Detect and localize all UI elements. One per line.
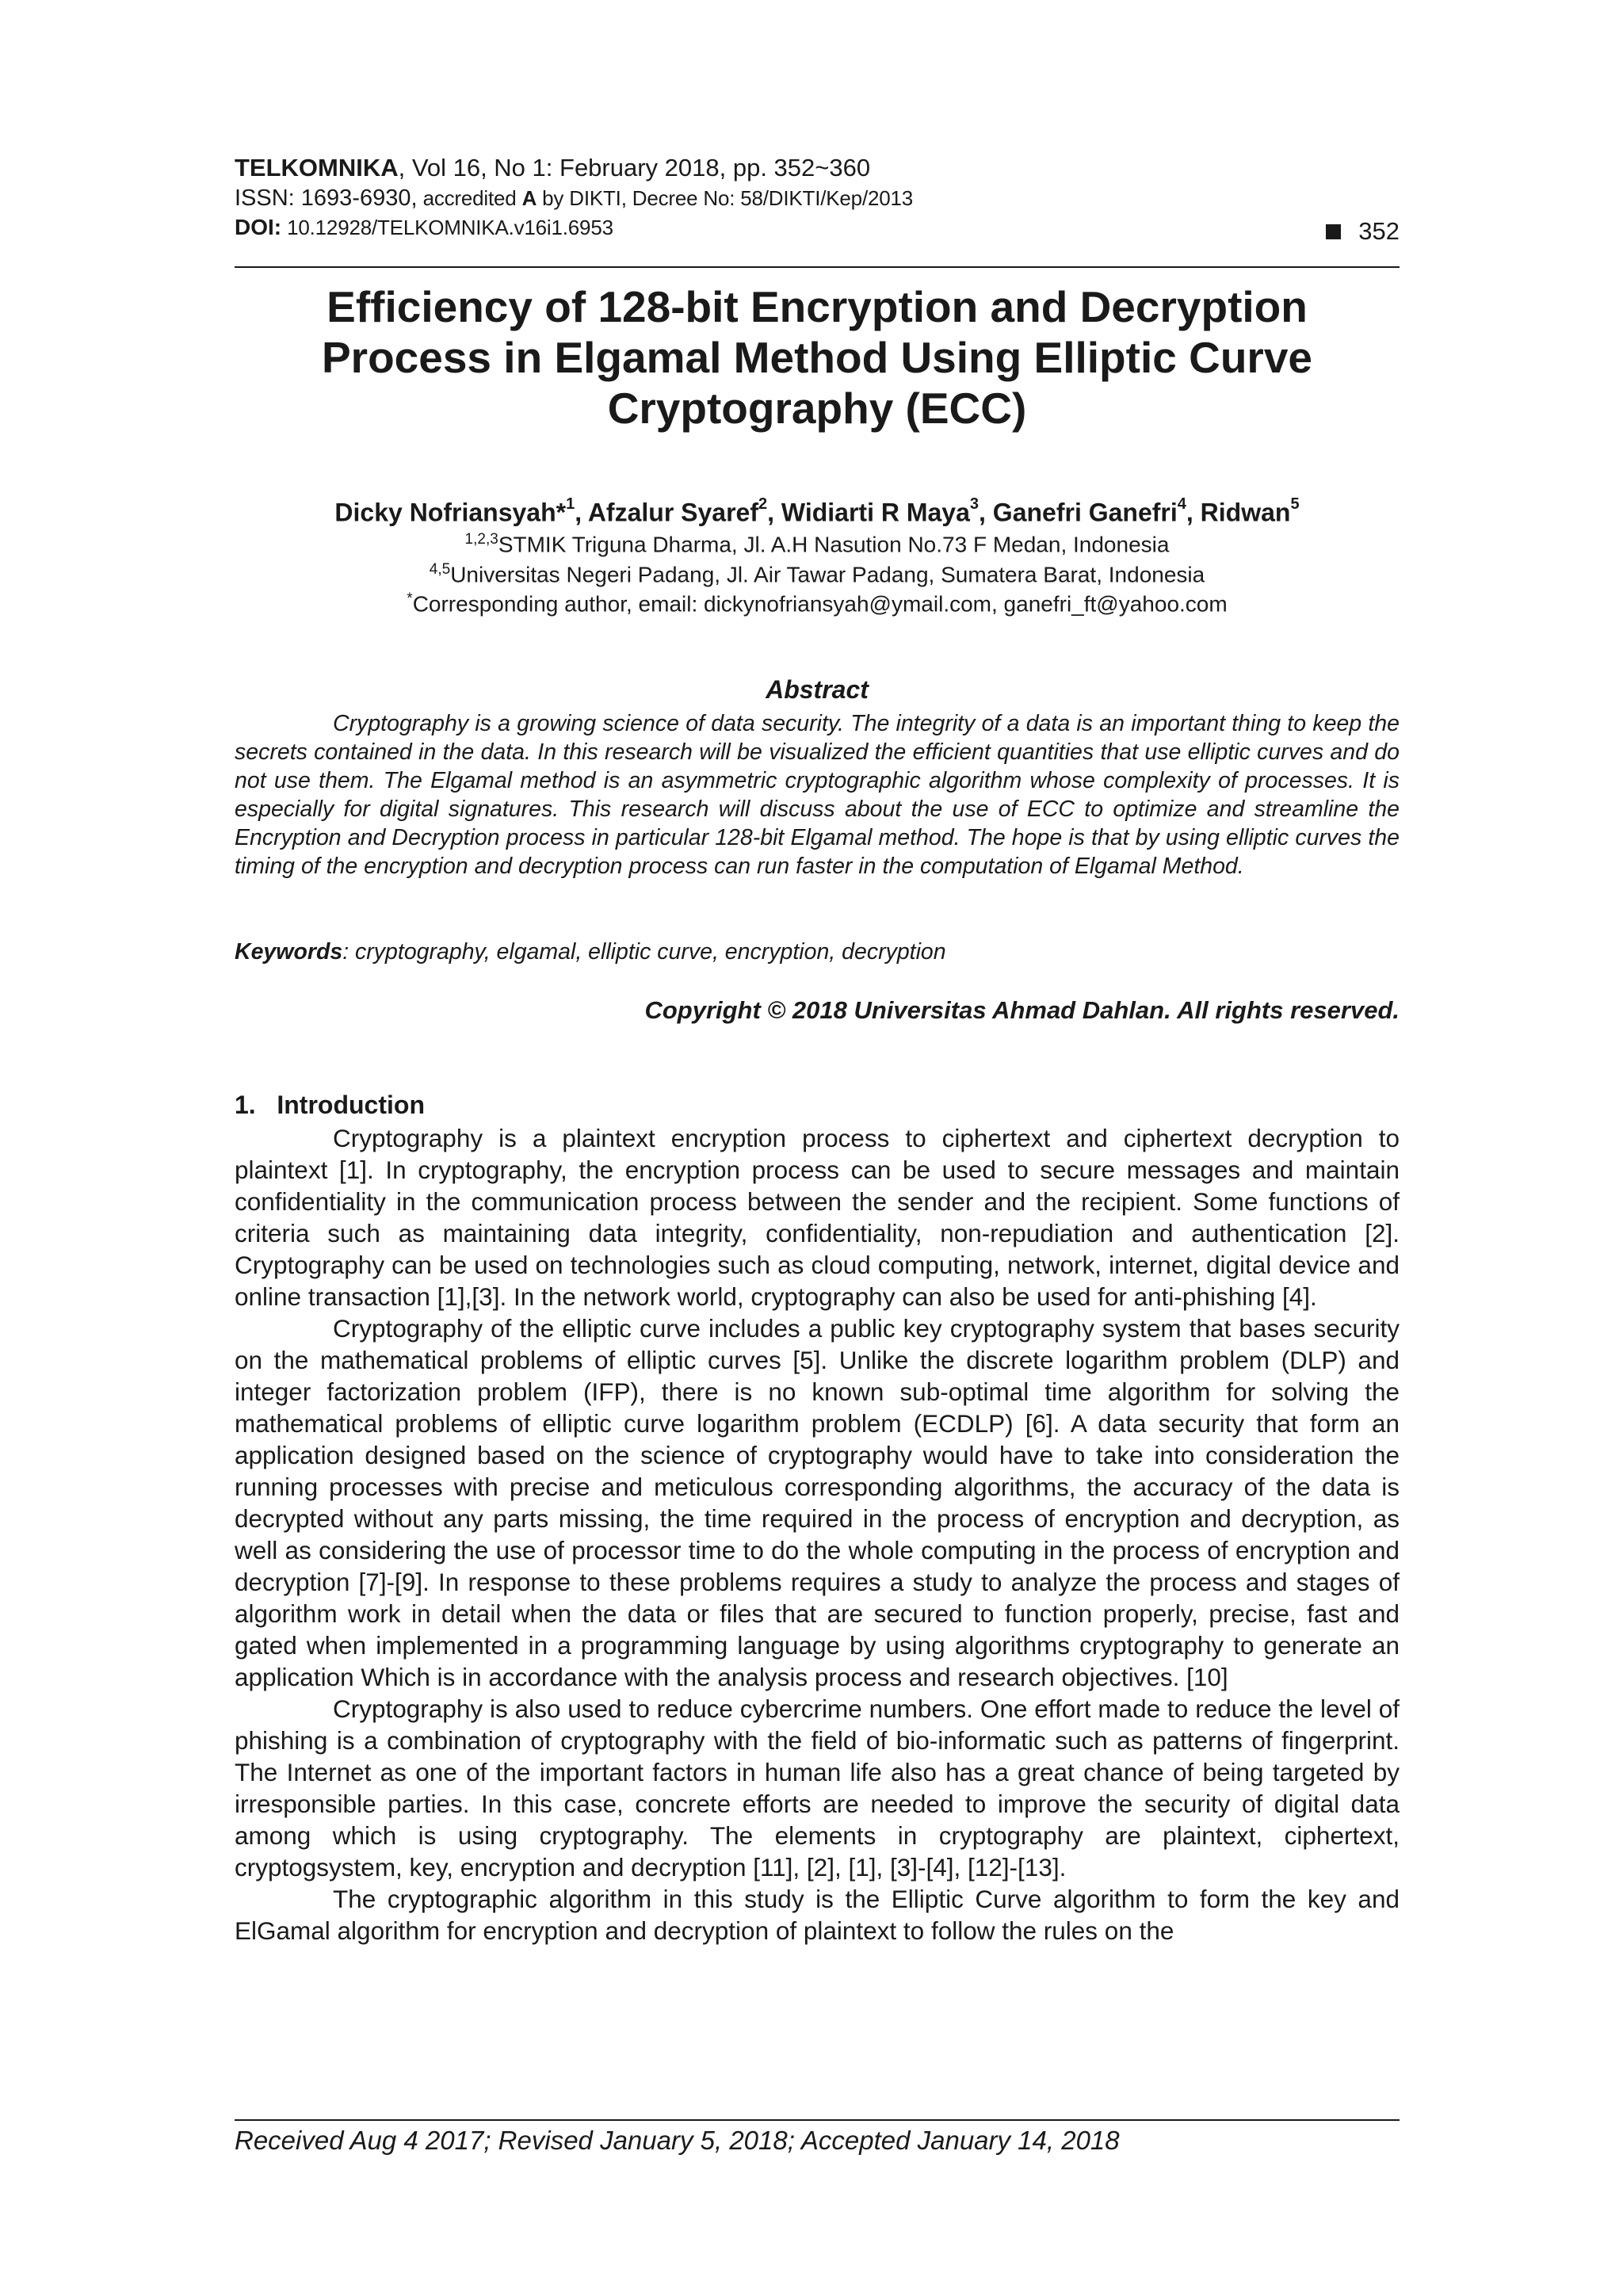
author-1-sup: 1: [566, 495, 575, 513]
keywords-label: Keywords: [235, 939, 343, 965]
author-3-sup: 3: [969, 495, 980, 513]
keywords: [235, 938, 1400, 966]
paragraph-3: Cryptography is also used to reduce cybercrime numbers. One effort made to reduce the level of phishing is a combination of cryptography with the field of bio-informatic such as patterns of fingerprint. The Internet as one of the important factors in human life also has a great chance of being targeted by irresponsible parties. In this case, concrete efforts are needed to improve the security of digital data among which is using cryptography. The elements in cryptography are plaintext, ciphertext, cryptogsystem, key, encryption and decryption [11], [2], [1], [3]-[4], [12]-[13].: [235, 1694, 1400, 1881]
paragraph-4: The cryptographic algorithm in this study is the Elliptic Curve algorithm to form the key and ElGamal algorithm for encryption and decryption of plaintext to follow the rules on the: [235, 1885, 1400, 1945]
title-line-3: Cryptography (ECC): [607, 384, 1027, 433]
doi-value: 10.12928/TELKOMNIKA.v16i1.6953: [281, 216, 613, 239]
abstract-heading: Abstract: [766, 675, 869, 704]
page-number: [1326, 217, 1400, 246]
title-line-1: Efficiency of 128-bit Encryption and Decryption: [327, 282, 1308, 331]
affiliation-2-sup: 4,5: [429, 561, 451, 578]
author-5-sup: 5: [1290, 495, 1300, 513]
affiliation-1-sup: 1,2,3: [464, 531, 498, 548]
affiliation-1-text: STMIK Triguna Dharma, Jl. A.H Nasution No.73 F Medan, Indonesia: [498, 532, 1170, 557]
page-number-text: 352: [1358, 217, 1400, 245]
doi-label: DOI:: [235, 215, 282, 239]
accredited-grade: A: [521, 186, 537, 210]
author-1: Dicky Nofriansyah*: [334, 498, 567, 527]
paragraph-2: Cryptography of the elliptic curve includes a public key cryptography system that bases security on the mathematical problems of elliptic curves [5]. Unlike the discrete logarithm problem (DLP) and integer factorization problem (IFP), there is no known sub-optimal time algorithm for solving the mathematical problems of elliptic curve logarithm problem (ECDLP) [6]. A data security that form an application designed based on the science of cryptography would have to take into consideration the running processes with precise and meticulous corresponding algorithms, the accuracy of the data is decrypted without any parts missing, the time required in the process of encryption and decryption, as well as considering the use of processor time to do the whole computing in the process of encryption and decryption [7]-[9]. In response to these problems requires a study to analyze the process and stages of algorithm work in detail when the data or files that are secured to function properly, precise, fast and gated when implemented in a programming language by using algorithms cryptography to generate an application Which is in accordance with the analysis process and research objectives. [10]: [235, 1314, 1400, 1691]
author-2-sup: 2: [758, 495, 768, 513]
author-list: [235, 491, 1400, 529]
section-title: 1. Introduction: [235, 1091, 425, 1119]
abstract-text: Cryptography is a growing science of data security. The integrity of a data is an important thing to keep the secrets contained in the data. In this research will be visualized the efficient quantities that use elliptic curves and do not use them. The Elgamal method is an asymmetric cryptographic algorithm whose complexity of processes. It is especially for digital signatures. This research will discuss about the use of ECC to optimize and streamline the Encryption and Decryption process in particular 128-bit Elgamal method. The hope is that by using elliptic curves the timing of the encryption and decryption process can run faster in the computation of Elgamal Method.: [235, 711, 1400, 879]
issn: ISSN: 1693-6930,: [235, 185, 418, 211]
received-dates: Received Aug 4 2017; Revised January 5, 2018; Accepted January 14, 2018: [235, 2126, 1120, 2155]
affiliation-2-text: Universitas Negeri Padang, Jl. Air Tawar Padang, Sumatera Barat, Indonesia: [450, 562, 1205, 587]
footer-rule: [235, 2119, 1400, 2121]
copyright-notice: Copyright © 2018 Universitas Ahmad Dahlan. All rights reserved.: [644, 996, 1400, 1024]
journal-name: TELKOMNIKA: [235, 154, 399, 181]
affiliation-2: [235, 556, 1400, 588]
keywords-text: : cryptography, elgamal, elliptic curve, encryption, decryption: [342, 939, 946, 965]
corresponding-text: Corresponding author, email: dickynofriansyah@ymail.com, ganefri_ft@yahoo.com: [412, 591, 1228, 617]
author-5: , Ridwan: [1186, 498, 1291, 527]
header-rule: [235, 266, 1400, 268]
author-2: , Afzalur Syaref: [575, 498, 758, 527]
decree: by DIKTI, Decree No: 58/DIKTI/Kep/2013: [537, 186, 914, 210]
section-body: [235, 1122, 1400, 1946]
square-bullet-icon: [1326, 224, 1341, 239]
accredited-text: accredited: [417, 186, 522, 210]
journal-issue: , Vol 16, No 1: February 2018, pp. 352~360: [398, 154, 871, 181]
corresponding-author: [235, 586, 1400, 617]
issn-line: [235, 185, 1400, 212]
title-line-2: Process in Elgamal Method Using Elliptic Curve: [321, 333, 1312, 382]
author-4-sup: 4: [1177, 495, 1186, 513]
paragraph-1: Cryptography is a plaintext encryption process to ciphertext and ciphertext decryption to plaintext [1]. In cryptography, the encryption process can be used to secure messages and maintain confidentiality in the communication process between the sender and the recipient. Some functions of criteria such as maintaining data integrity, confidentiality, non-repudiation and authentication [2]. Cryptography can be used on technologies such as cloud computing, network, internet, digital device and online transaction [1],[3]. In the network world, cryptography can also be used for anti-phishing [4].: [235, 1124, 1400, 1311]
author-4: , Ganefri Ganefri: [979, 498, 1178, 527]
journal-citation: [235, 155, 1400, 181]
author-3: , Widiarti R Maya: [767, 498, 970, 527]
paper-title: [235, 281, 1400, 434]
doi-line: [235, 214, 1400, 241]
corresponding-sup: *: [407, 590, 413, 607]
affiliation-1: [235, 526, 1400, 558]
